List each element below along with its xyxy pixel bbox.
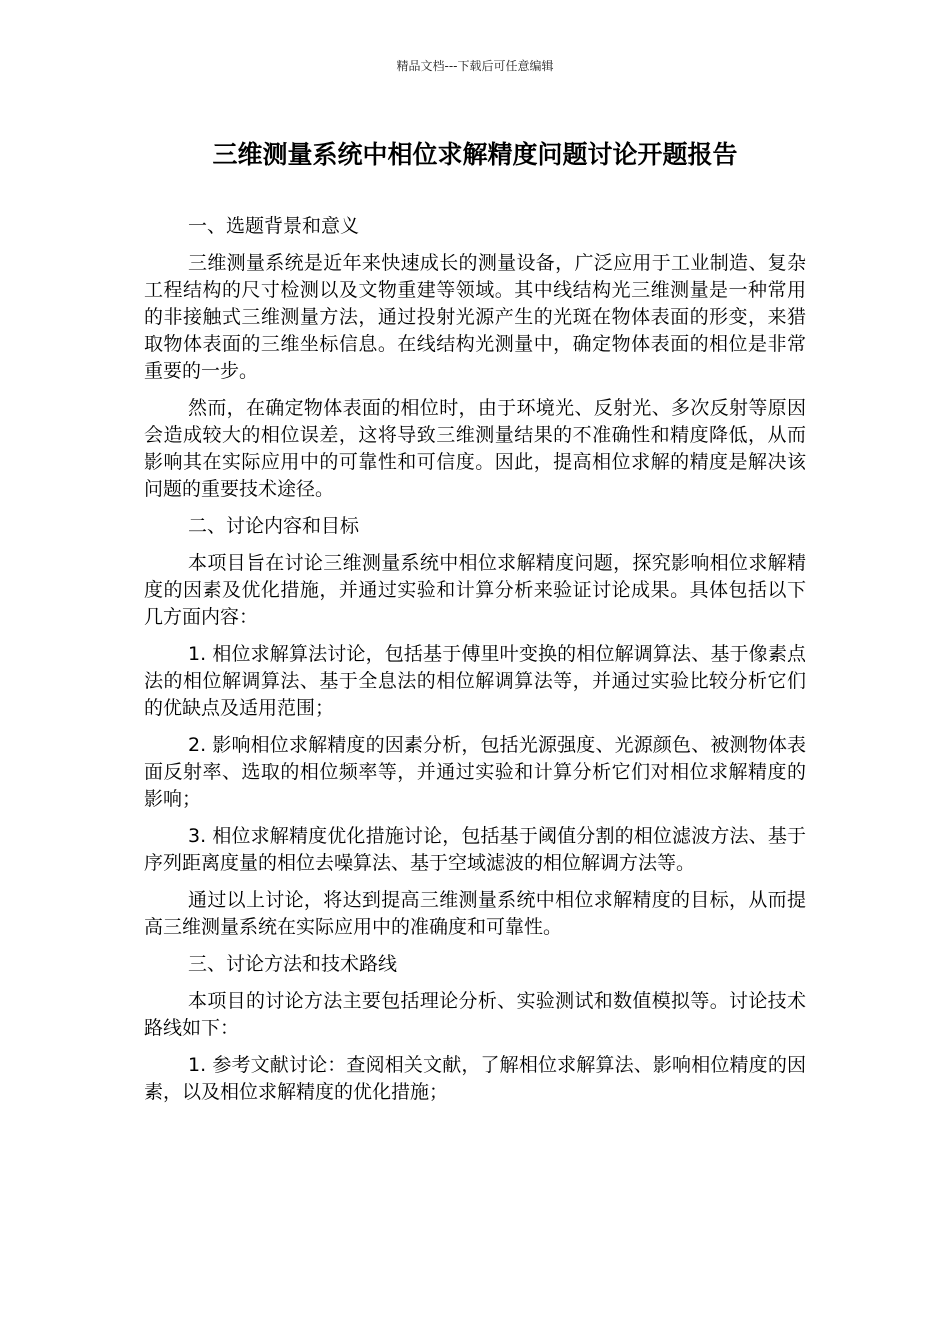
section-background bbox=[144, 213, 806, 503]
list-item: 1. 相位求解算法讨论，包括基于傅里叶变换的相位解调算法、基于像素点法的相位解调算法、基于全息法的相位解调算法等，并通过实验比较分析它们的优缺点及适用范围； bbox=[144, 643, 806, 719]
list-item: 1. 参考文献讨论：查阅相关文献，了解相位求解算法、影响相位精度的因素，以及相位求解精度的优化措施； bbox=[144, 1054, 806, 1103]
paragraph: 本项目的讨论方法主要包括理论分析、实验测试和数值模拟等。讨论技术路线如下： bbox=[144, 990, 806, 1039]
section-methods bbox=[144, 951, 806, 1106]
paragraph: 三维测量系统是近年来快速成长的测量设备，广泛应用于工业制造、复杂工程结构的尺寸检测以及文物重建等领域。其中线结构光三维测量是一种常用的非接触式三维测量方法，通过投射光源产生的光斑在物体表面的形变，来猎取物体表面的三维坐标信息。在线结构光测量中，确定物体表面的相位是非常重要的一步。 bbox=[144, 252, 806, 382]
paragraph: 本项目旨在讨论三维测量系统中相位求解精度问题，探究影响相位求解精度的因素及优化措施，并通过实验和计算分析来验证讨论成果。具体包括以下几方面内容： bbox=[144, 552, 806, 628]
document-body bbox=[144, 213, 806, 1116]
document-title: 三维测量系统中相位求解精度问题讨论开题报告 bbox=[212, 140, 738, 169]
paragraph: 然而，在确定物体表面的相位时，由于环境光、反射光、多次反射等原因会造成较大的相位误差，这将导致三维测量结果的不准确性和精度降低，从而影响其在实际应用中的可靠性和可信度。因此，提高相位求解的精度是解决该问题的重要技术途径。 bbox=[144, 397, 806, 500]
section-heading: 二、讨论内容和目标 bbox=[188, 515, 360, 537]
section-heading: 一、选题背景和意义 bbox=[188, 215, 360, 237]
header-watermark: 精品文档---下载后可任意编辑 bbox=[396, 59, 554, 73]
list-item: 2. 影响相位求解精度的因素分析，包括光源强度、光源颜色、被测物体表面反射率、选取的相位频率等，并通过实验和计算分析它们对相位求解精度的影响； bbox=[144, 734, 806, 810]
list-item: 3. 相位求解精度优化措施讨论，包括基于阈值分割的相位滤波方法、基于序列距离度量的相位去噪算法、基于空域滤波的相位解调方法等。 bbox=[144, 825, 806, 874]
paragraph: 通过以上讨论，将达到提高三维测量系统中相位求解精度的目标，从而提高三维测量系统在实际应用中的准确度和可靠性。 bbox=[144, 889, 806, 938]
section-content-goals bbox=[144, 513, 806, 941]
section-heading: 三、讨论方法和技术路线 bbox=[188, 953, 398, 975]
